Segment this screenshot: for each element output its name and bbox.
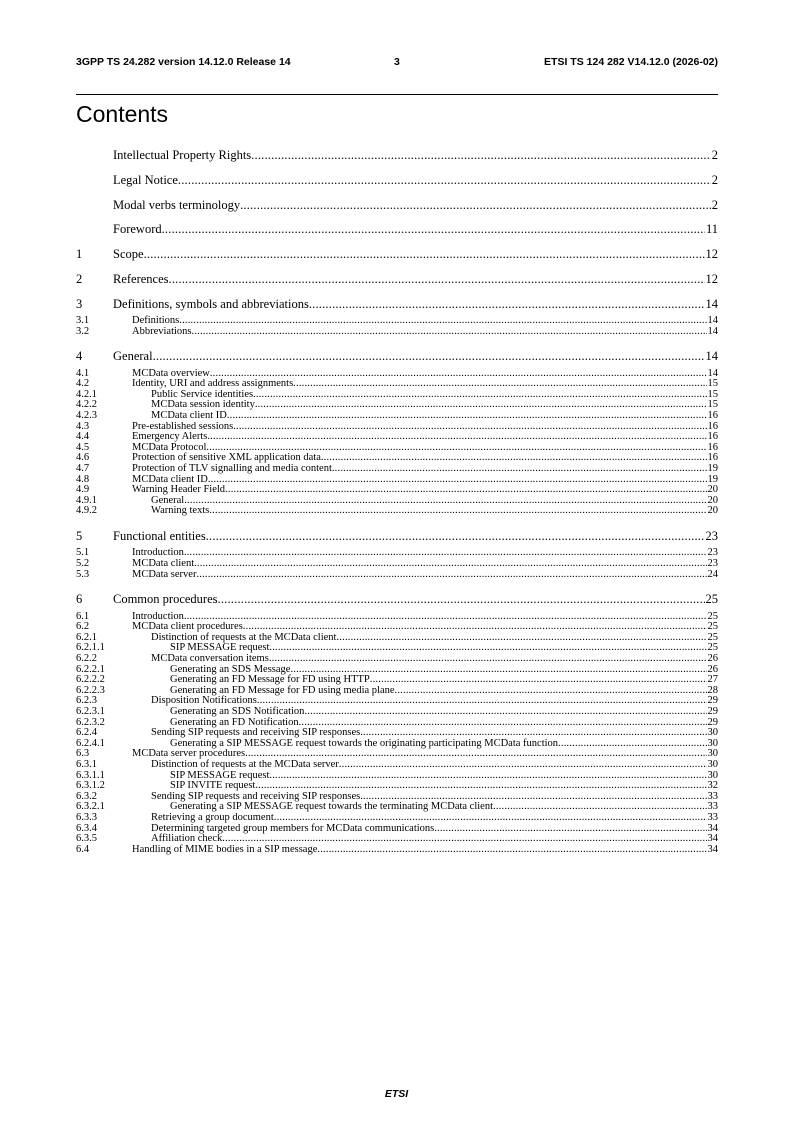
toc-leader-dots — [360, 727, 706, 738]
toc-entry[interactable] — [76, 452, 718, 463]
toc-leader-dots — [332, 463, 707, 474]
toc-entry-title[interactable]: General — [113, 349, 153, 364]
toc-entry-number: 4.7 — [76, 463, 90, 474]
toc-entry[interactable] — [76, 621, 718, 632]
toc-leader-dots — [290, 664, 706, 675]
toc-entry[interactable] — [76, 349, 718, 364]
toc-entry-number: 6.3.4 — [76, 822, 97, 834]
toc-leader-dots — [179, 315, 706, 326]
toc-entry-page: 16 — [707, 431, 718, 443]
toc-entry-number: 3 — [76, 296, 83, 311]
toc-entry[interactable] — [76, 770, 718, 781]
toc-entry[interactable] — [76, 529, 718, 544]
toc-entry-title[interactable]: Distinction of requests at the MCData server — [151, 759, 339, 770]
toc-entry[interactable] — [76, 505, 718, 516]
toc-entry[interactable] — [76, 474, 718, 485]
toc-entry-title[interactable]: Warning texts — [151, 505, 210, 517]
toc-leader-dots — [210, 368, 707, 379]
toc-entry-title[interactable]: General — [151, 494, 185, 506]
toc-leader-dots — [269, 770, 706, 781]
toc-leader-dots — [434, 823, 706, 834]
toc-entry-number: 5.2 — [76, 558, 90, 569]
toc-leader-dots — [251, 148, 711, 163]
toc-leader-dots — [206, 529, 705, 544]
toc-entry-page: 16 — [707, 420, 718, 432]
toc-entry-page: 34 — [707, 833, 718, 845]
toc-leader-dots — [309, 297, 705, 312]
toc-entry[interactable] — [76, 632, 718, 643]
toc-entry-title[interactable]: MCData conversation items — [151, 653, 269, 664]
toc-leader-dots — [208, 474, 707, 485]
toc-entry-title[interactable]: SIP MESSAGE request — [170, 642, 270, 654]
toc-entry[interactable] — [76, 399, 718, 410]
toc-entry[interactable] — [76, 463, 718, 474]
toc-entry-number: 1 — [76, 247, 83, 262]
toc-entry-number: 5.1 — [76, 547, 90, 559]
toc-entry-title[interactable]: Affiliation check — [151, 833, 223, 845]
header-spec-version: 3GPP TS 24.282 version 14.12.0 Release 14 — [76, 56, 291, 68]
toc-entry-title[interactable]: Generating an FD Notification — [170, 716, 299, 728]
toc-entry-page: 33 — [707, 801, 718, 813]
toc-entry-number: 6.3.5 — [76, 833, 97, 845]
toc-entry-page: 29 — [707, 706, 718, 717]
toc-leader-dots — [233, 421, 706, 432]
toc-leader-dots — [255, 399, 707, 410]
toc-leader-dots — [192, 326, 707, 337]
toc-leader-dots — [144, 247, 705, 262]
toc-entry[interactable] — [76, 706, 718, 717]
toc-entry-number: 4.2.3 — [76, 410, 97, 421]
toc-entry-number: 3.1 — [76, 315, 90, 326]
toc-entry-page: 28 — [707, 684, 718, 696]
toc-entry-number: 3.2 — [76, 325, 90, 337]
toc-leader-dots — [370, 674, 707, 685]
toc-entry-title[interactable]: Scope — [113, 247, 144, 262]
toc-entry-page: 25 — [707, 631, 718, 643]
toc-leader-dots — [245, 748, 706, 759]
toc-entry-page: 25 — [705, 592, 718, 607]
toc-entry-page: 30 — [707, 737, 718, 749]
toc-leader-dots — [304, 706, 706, 717]
toc-entry-title[interactable]: Modal verbs terminology — [113, 197, 241, 212]
toc-entry[interactable] — [76, 759, 718, 770]
toc-leader-dots — [255, 780, 706, 791]
toc-entry[interactable] — [76, 780, 718, 791]
toc-leader-dots — [222, 833, 706, 844]
toc-entry[interactable] — [76, 272, 718, 287]
toc-leader-dots — [339, 759, 707, 770]
toc-entry-number: 4.9.1 — [76, 494, 97, 506]
toc-entry[interactable] — [76, 717, 718, 728]
toc-entry-title[interactable]: MCData client — [132, 558, 195, 569]
toc-leader-dots — [184, 611, 707, 622]
toc-leader-dots — [194, 558, 706, 569]
toc-entry[interactable] — [76, 198, 718, 213]
toc-entry-title[interactable]: Generating an FD Message for FD using media plane — [170, 684, 395, 696]
toc-entry[interactable] — [76, 844, 718, 855]
toc-leader-dots — [336, 632, 706, 643]
toc-entry-page: 2 — [711, 172, 718, 187]
toc-entry-title[interactable]: References — [113, 272, 169, 286]
toc-entry-title[interactable]: SIP MESSAGE request — [170, 769, 270, 781]
toc-entry-number: 6.3 — [76, 748, 90, 760]
toc-entry-title[interactable]: Introduction — [132, 547, 184, 559]
header-page-number: 3 — [394, 56, 400, 68]
toc-entry-page: 14 — [705, 296, 718, 311]
toc-entry-page: 14 — [707, 367, 718, 379]
toc-entry-number: 4.1 — [76, 367, 90, 379]
toc-leader-dots — [196, 569, 706, 580]
toc-leader-dots — [218, 592, 705, 607]
toc-entry-title[interactable]: MCData Protocol — [132, 441, 207, 453]
toc-leader-dots — [395, 685, 707, 696]
toc-entry-number: 6.3.3 — [76, 812, 97, 823]
toc-entry-title[interactable]: Generating an FD Message for FD using HTTP — [170, 674, 370, 686]
toc-entry-page: 12 — [705, 247, 718, 262]
toc-entry-number: 4.6 — [76, 452, 90, 464]
toc-entry-number: 4.4 — [76, 431, 90, 443]
toc-entry-page: 30 — [707, 727, 718, 739]
toc-entry-title[interactable]: Functional entities — [113, 529, 206, 544]
toc-entry-page: 30 — [707, 759, 718, 770]
toc-entry-title[interactable]: Generating a SIP MESSAGE request towards the originating participating MCData function — [170, 737, 559, 749]
toc-entry-title[interactable]: Warning Header Field — [132, 484, 226, 496]
toc-entry[interactable] — [76, 421, 718, 432]
toc-entry-page: 12 — [705, 272, 718, 286]
toc-entry-number: 6.2.2.3 — [76, 684, 105, 696]
toc-entry-title[interactable]: Handling of MIME bodies in a SIP message — [132, 843, 318, 855]
toc-entry-title[interactable]: MCData client ID — [151, 410, 227, 421]
toc-entry-number: 4.2.2 — [76, 399, 97, 411]
toc-entry-title[interactable]: MCData session identity — [151, 399, 255, 411]
toc-entry-page: 23 — [707, 558, 718, 569]
toc-entry-number: 4.9.2 — [76, 505, 97, 517]
toc-entry-number: 4.2.1 — [76, 388, 97, 400]
toc-entry-number: 6.2.2.1 — [76, 663, 105, 675]
toc-entry[interactable] — [76, 484, 718, 495]
toc-leader-dots — [227, 410, 707, 421]
toc-entry-page: 20 — [707, 494, 718, 506]
toc-entry[interactable] — [76, 685, 718, 696]
toc-entry-page: 33 — [707, 790, 718, 802]
toc-leader-dots — [184, 547, 707, 558]
toc-entry-number: 6.2 — [76, 621, 90, 633]
toc-entry-title[interactable]: MCData client procedures — [132, 621, 243, 633]
toc-entry-page: 33 — [707, 812, 718, 823]
toc-entry-number: 4.3 — [76, 420, 90, 432]
toc-entry-page: 16 — [707, 410, 718, 421]
toc-entry-title[interactable]: Protection of sensitive XML application data — [132, 452, 321, 464]
toc-entry-page: 26 — [707, 663, 718, 675]
toc-entry-number: 6.2.3.1 — [76, 706, 105, 717]
toc-entry-number: 6.2.1.1 — [76, 642, 105, 654]
toc-entry[interactable] — [76, 653, 718, 664]
toc-entry-title[interactable]: Identity, URI and address assignments — [132, 378, 294, 390]
toc-entry[interactable] — [76, 389, 718, 400]
toc-entry-title[interactable]: Sending SIP requests and receiving SIP responses — [151, 790, 361, 802]
toc-entry-page: 34 — [707, 822, 718, 834]
toc-entry-number: 6.2.1 — [76, 631, 97, 643]
toc-leader-dots — [299, 717, 707, 728]
toc-entry-number: 6.2.2 — [76, 653, 97, 664]
toc-entry[interactable] — [76, 674, 718, 685]
toc-entry[interactable] — [76, 695, 718, 706]
toc-entry-page: 25 — [707, 642, 718, 654]
toc-entry[interactable] — [76, 315, 718, 326]
toc-entry[interactable] — [76, 297, 718, 312]
toc-entry-page: 29 — [707, 695, 718, 707]
toc-entry-title[interactable]: Generating a SIP MESSAGE request towards the terminating MCData client — [170, 801, 494, 813]
toc-entry-page: 14 — [705, 349, 718, 364]
toc-entry-page: 2 — [711, 197, 718, 212]
toc-entry[interactable] — [76, 222, 718, 237]
toc-entry[interactable] — [76, 823, 718, 834]
toc-entry-title[interactable]: Legal Notice — [113, 172, 178, 187]
toc-entry[interactable] — [76, 368, 718, 379]
toc-entry-number: 6 — [76, 592, 83, 607]
toc-leader-dots — [558, 738, 706, 749]
toc-entry-page: 29 — [707, 716, 718, 728]
toc-entry-number: 6.2.2.2 — [76, 674, 105, 686]
toc-entry-number: 4.5 — [76, 441, 90, 453]
toc-entry-title[interactable]: Public Service identities — [151, 388, 254, 400]
toc-leader-dots — [206, 442, 706, 453]
toc-entry[interactable] — [76, 569, 718, 580]
toc-entry-title[interactable]: Definitions, symbols and abbreviations — [113, 296, 309, 311]
toc-entry[interactable] — [76, 611, 718, 622]
toc-entry-number: 6.3.1.1 — [76, 769, 105, 781]
header-etsi-reference: ETSI TS 124 282 V14.12.0 (2026-02) — [544, 56, 718, 68]
toc-leader-dots — [209, 505, 706, 516]
toc-entry-page: 11 — [705, 222, 718, 237]
toc-entry-number: 6.1 — [76, 610, 90, 622]
toc-entry-number: 6.3.1.2 — [76, 780, 105, 792]
toc-entry[interactable] — [76, 812, 718, 823]
toc-entry-number: 2 — [76, 272, 83, 286]
toc-entry-page: 19 — [707, 463, 718, 474]
toc-entry-title[interactable]: Determining targeted group members for MCData communications — [151, 822, 435, 834]
toc-entry-page: 16 — [707, 441, 718, 453]
toc-entry-title[interactable]: Introduction — [132, 610, 184, 622]
toc-leader-dots — [269, 653, 707, 664]
toc-leader-dots — [257, 695, 707, 706]
toc-leader-dots — [162, 222, 705, 237]
toc-entry[interactable] — [76, 410, 718, 421]
toc-entry[interactable] — [76, 495, 718, 506]
toc-entry-page: 19 — [707, 473, 718, 485]
toc-entry-title[interactable]: Common procedures — [113, 592, 218, 607]
toc-entry[interactable] — [76, 727, 718, 738]
toc-entry-number: 6.2.4.1 — [76, 737, 105, 749]
toc-entry-number: 4.8 — [76, 473, 90, 485]
toc-entry-page: 30 — [707, 748, 718, 760]
toc-entry-number: 4 — [76, 349, 83, 364]
toc-entry-number: 5.3 — [76, 568, 90, 580]
toc-leader-dots — [321, 452, 707, 463]
toc-entry-page: 25 — [707, 610, 718, 622]
toc-entry-title[interactable]: Emergency Alerts — [132, 431, 208, 443]
toc-entry-number: 6.4 — [76, 843, 90, 855]
toc-leader-dots — [293, 378, 706, 389]
toc-entry-title[interactable]: Definitions — [132, 315, 180, 326]
toc-leader-dots — [317, 844, 706, 855]
toc-entry-page: 2 — [711, 148, 718, 162]
toc-entry-title[interactable]: SIP INVITE request — [170, 780, 256, 792]
toc-entry[interactable] — [76, 247, 718, 262]
toc-entry[interactable] — [76, 791, 718, 802]
toc-leader-dots — [225, 484, 706, 495]
toc-entry-title[interactable]: Sending SIP requests and receiving SIP responses — [151, 727, 361, 739]
toc-entry-page: 23 — [705, 529, 718, 544]
toc-entry-number: 4.9 — [76, 484, 90, 496]
toc-entry-number: 6.3.2 — [76, 790, 97, 802]
toc-entry-page: 25 — [707, 621, 718, 633]
toc-entry[interactable] — [76, 378, 718, 389]
toc-leader-dots — [493, 801, 706, 812]
toc-entry-page: 15 — [707, 388, 718, 400]
toc-entry-page: 15 — [707, 378, 718, 390]
toc-leader-dots — [178, 173, 711, 188]
toc-entry-title[interactable]: MCData server — [132, 568, 197, 580]
toc-leader-dots — [360, 791, 706, 802]
toc-leader-dots — [269, 642, 706, 653]
toc-entry-title[interactable]: Retrieving a group document — [151, 812, 274, 823]
toc-entry[interactable] — [76, 547, 718, 558]
toc-entry[interactable] — [76, 833, 718, 844]
toc-entry[interactable] — [76, 326, 718, 337]
toc-leader-dots — [243, 621, 707, 632]
toc-entry[interactable] — [76, 642, 718, 653]
toc-entry-page: 23 — [707, 547, 718, 559]
toc-entry-page: 34 — [707, 843, 718, 855]
toc-entry-title[interactable]: MCData client ID — [132, 473, 208, 485]
toc-leader-dots — [253, 389, 706, 400]
toc-entry-title[interactable]: Distinction of requests at the MCData client — [151, 631, 337, 643]
toc-leader-dots — [184, 495, 706, 506]
toc-entry-title[interactable]: Abbreviations — [132, 325, 192, 337]
toc-entry-number: 6.2.3.2 — [76, 716, 105, 728]
toc-entry-title[interactable]: MCData overview — [132, 367, 210, 379]
toc-entry-page: 20 — [707, 505, 718, 517]
toc-entry[interactable] — [76, 173, 718, 188]
toc-entry-page: 24 — [707, 568, 718, 580]
toc-leader-dots — [169, 272, 705, 287]
toc-entry-page: 14 — [707, 325, 718, 337]
toc-entry[interactable] — [76, 148, 718, 163]
toc-entry-title[interactable]: Foreword — [113, 222, 162, 237]
toc-entry-title[interactable]: Protection of TLV signalling and media content — [132, 463, 332, 474]
toc-entry-title[interactable]: Pre-established sessions — [132, 420, 234, 432]
toc-entry-number: 4.2 — [76, 378, 90, 390]
toc-entry-page: 14 — [707, 315, 718, 326]
toc-entry[interactable] — [76, 738, 718, 749]
toc-entry-page: 15 — [707, 399, 718, 411]
toc-entry-page: 16 — [707, 452, 718, 464]
toc-entry-number: 6.3.2.1 — [76, 801, 105, 813]
toc-entry[interactable] — [76, 801, 718, 812]
toc-entry-title[interactable]: MCData server procedures — [132, 748, 246, 760]
toc-entry-number: 6.2.4 — [76, 727, 97, 739]
toc-entry[interactable] — [76, 431, 718, 442]
toc-entry[interactable] — [76, 592, 718, 607]
toc-entry[interactable] — [76, 558, 718, 569]
toc-entry[interactable] — [76, 442, 718, 453]
toc-entry-title[interactable]: Generating an SDS Message — [170, 663, 291, 675]
toc-entry-number: 6.2.3 — [76, 695, 97, 707]
toc-entry-page: 27 — [707, 674, 718, 686]
toc-leader-dots — [240, 198, 711, 213]
page-footer: ETSI — [384, 1088, 409, 1100]
toc-entry[interactable] — [76, 748, 718, 759]
toc-entry-page: 20 — [707, 484, 718, 496]
toc-entry[interactable] — [76, 664, 718, 675]
page-title: Contents — [76, 101, 169, 127]
toc-leader-dots — [274, 812, 707, 823]
toc-entry-title[interactable]: Disposition Notifications — [151, 695, 257, 707]
toc-leader-dots — [207, 431, 706, 442]
toc-entry-number: 6.3.1 — [76, 759, 97, 770]
toc-entry-title[interactable]: Generating an SDS Notification — [170, 706, 305, 717]
toc-entry-number: 5 — [76, 529, 83, 544]
toc-entry-title[interactable]: Intellectual Property Rights — [113, 148, 252, 162]
toc-leader-dots — [153, 349, 705, 364]
toc-entry-page: 32 — [707, 780, 718, 792]
toc-entry-page: 26 — [707, 653, 718, 664]
toc-entry-page: 30 — [707, 769, 718, 781]
